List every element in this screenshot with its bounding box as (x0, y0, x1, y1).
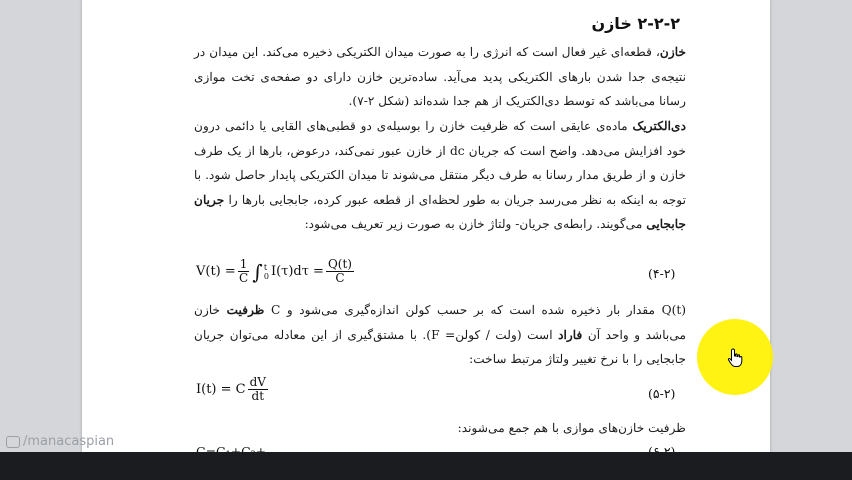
paragraph-capacitor (194, 40, 686, 114)
term-capacitance: ظرفیت (226, 303, 265, 317)
eq1-frac2-den: C (335, 271, 345, 285)
eq2-fraction (248, 376, 268, 403)
paragraph-capacitance-text-a: Q(t) مقدار بار ذخیره شده است که بر حسب کولن اندازه‌گیری می‌شود و C (264, 303, 686, 317)
paragraph-parallel-capacitors: ظرفیت خازن‌های موازی با هم جمع می‌شوند: (457, 421, 686, 435)
term-farad: فاراد (558, 327, 583, 342)
bottom-strip (0, 452, 852, 480)
eq1-frac2-num: Q(t) (327, 257, 352, 271)
paragraph-capacitor-text: ، قطعه‌ای غیر فعال است که انرژی را به صورت میدان الکتریکی ذخیره می‌کند. این میدان در نتیجه‌ی جدا شدن بارهای الکتریکی پدید می‌آید. ساده‌ترین خازن دارای دو صفحه‌ی تخت موازی رسانا می‌باشد که توسط دی‌الکتریک از هم جدا شده‌اند (شکل ۲-۷). (194, 45, 686, 108)
equation-number-5-2: (۵-۲) (648, 386, 676, 401)
integral-sign-icon: ∫ (252, 259, 263, 284)
eq1-frac1-num: 1 (239, 257, 248, 271)
equation-current-derivative (196, 376, 270, 403)
eq2-frac-den: dt (251, 389, 265, 403)
eq1-int-lower: 0 (263, 271, 269, 281)
paragraph-capacitance-text-c: است (ولت / کولن= F). با مشتق‌گیری از این معادله می‌توان جریان جابجایی را با نرخ تغییر ولتاژ مرتبط ساخت: (194, 327, 686, 366)
eq1-integrand: I(τ)dτ = (270, 264, 324, 279)
eq1-lhs: V(t) = (196, 264, 236, 279)
right-margin (770, 0, 852, 480)
equation-voltage-integral (196, 258, 356, 285)
left-margin (0, 0, 82, 480)
eq1-integral-limits (264, 263, 269, 281)
section-heading: ۲-۲-۲ خازن (591, 14, 680, 33)
eq1-fraction-2 (326, 258, 354, 285)
watermark-text: /manacaspian (23, 434, 115, 449)
eq1-int-upper: t (263, 262, 268, 272)
term-capacitor: خازن (659, 45, 686, 59)
eq2-lhs: I(t) = C (196, 382, 246, 397)
watermark (6, 434, 114, 449)
hand-cursor-icon (727, 348, 743, 368)
term-displacement-current: جریان جابجایی (194, 192, 686, 231)
paragraph-dielectric (194, 114, 686, 254)
camera-icon (6, 436, 20, 448)
paragraph-capacitance-text-b: خازن می‌باشد و واحد آن (194, 303, 687, 342)
eq2-frac-num: dV (249, 375, 266, 389)
paragraph-dielectric-text-a: ماده‌ی عایقی است که ظرفیت خازن را بوسیله‌ی دو قطبی‌های القایی یا دائمی درون خود افزایش می‌دهد. واضح است که جریان dc از خازن عبور نمی‌کند، درعوض، بارها از یک طرف خازن و از طریق مدار رسانا به طرف دیگر منتقل می‌شوند تا میدان الکتریکی پایدار حاصل شود. با توجه به اینکه به نظر می‌رسد جریان به طور لحظه‌ای از قطعه عبور کرده، جابجایی بارها را (194, 119, 686, 207)
term-dielectric: دی‌الکتریک (632, 119, 686, 133)
equation-number-4-2: (۴-۲) (648, 266, 676, 281)
eq1-fraction-1 (238, 258, 250, 285)
paragraph-capacitance (194, 298, 686, 372)
eq1-frac1-den: C (239, 271, 249, 285)
paragraph-dielectric-text-b: می‌گویند. رابطه‌ی جریان- ولتاژ خازن به صورت زیر تعریف می‌شود: (304, 217, 647, 231)
